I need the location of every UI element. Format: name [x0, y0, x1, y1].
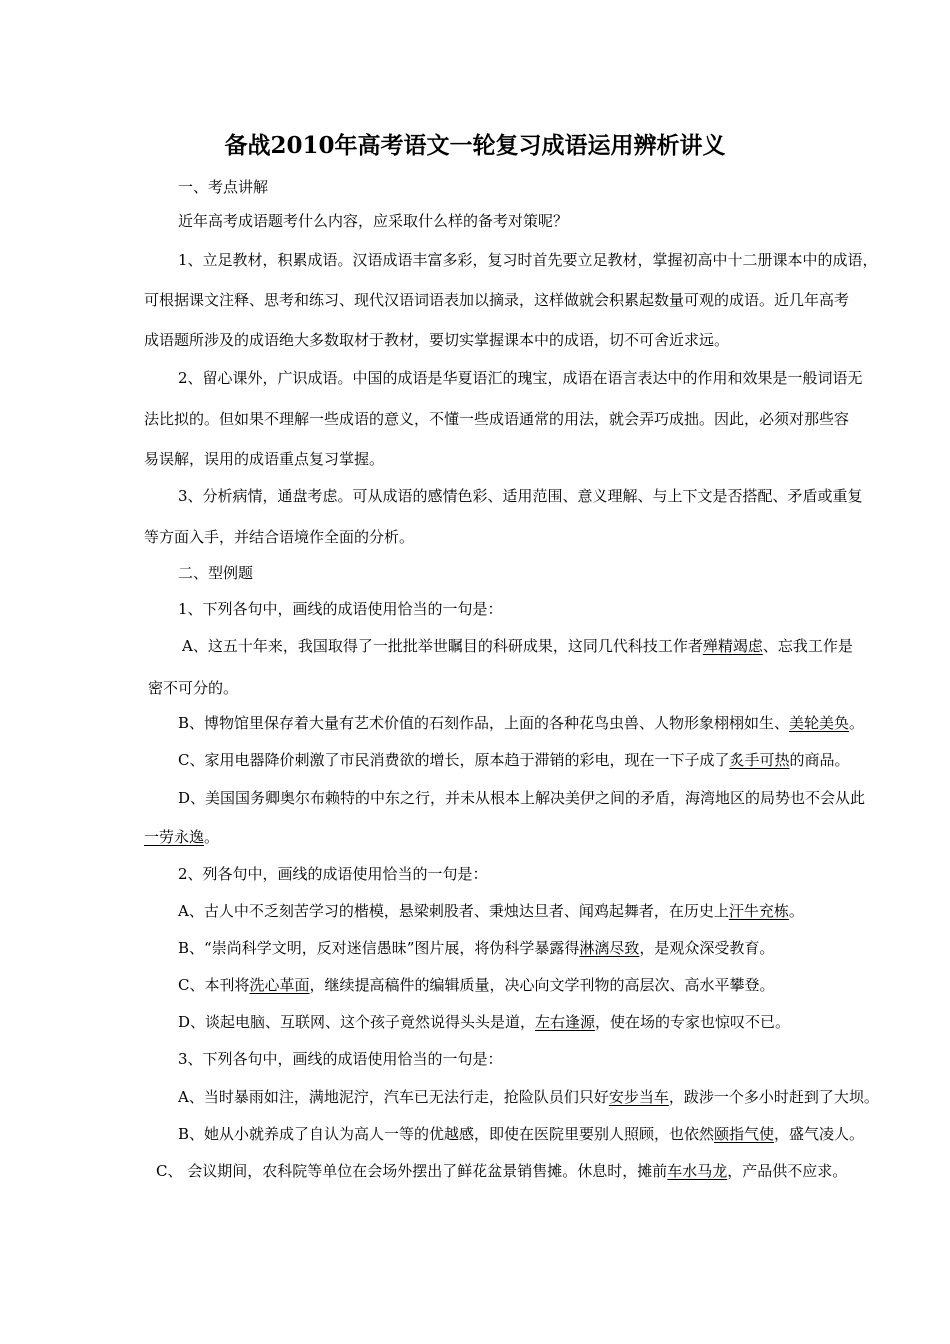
text: C、家用电器降价刺激了市民消费欲的增长，原本趋于滞销的彩电，现在一下子成了 — [178, 751, 730, 769]
paragraph-2-line-2: 法比拟的。但如果不理解一些成语的意义，不懂一些成语通常的用法，就会弄巧成拙。因此，必须对那些容 — [144, 410, 850, 428]
text: ，继续提高稿件的编辑质量，决心向文学刊物的高层次、高水平攀登。 — [309, 976, 775, 994]
section-heading-2: 二、型例题 — [178, 564, 254, 582]
paragraph-3-line-1: 3、分析病情，通盘考虑。可从成语的感情色彩、适用范围、意义理解、与上下文是否搭配、矛盾或重复 — [178, 487, 863, 505]
text: A、当时暴雨如注，满地泥泞，汽车已无法行走，抢险队员们只好 — [178, 1088, 609, 1106]
underlined-idiom: 左右逢源 — [535, 1013, 596, 1031]
paragraph-1-line-2: 可根据课文注释、思考和练习、现代汉语词语表加以摘录，这样做就会积累起数量可观的成语。近几年高考 — [144, 291, 850, 309]
underlined-idiom: 车水马龙 — [667, 1162, 728, 1180]
question-2-option-a — [178, 900, 804, 922]
question-1-option-a — [182, 635, 853, 657]
text: A、这五十年来，我国取得了一批批举世瞩目的科研成果，这同几代科技工作者 — [182, 637, 703, 655]
text: C、本刊将 — [178, 976, 250, 994]
text: C、 会议期间，农科院等单位在会场外摆出了鲜花盆景销售摊。休息时，摊前 — [156, 1162, 668, 1180]
question-2-option-c — [178, 974, 775, 996]
page-title: 备战2010年高考语文一轮复习成语运用辨析讲义 — [224, 132, 726, 159]
text: ，产品供不应求。 — [727, 1162, 848, 1180]
text: B、博物馆里保存着大量有艺术价值的石刻作品，上面的各种花鸟虫兽、人物形象栩栩如生、 — [178, 714, 790, 732]
text: 。 — [204, 828, 220, 846]
text: ，跋涉一个多小时赶到了大坝。 — [668, 1088, 879, 1106]
paragraph-1-line-3: 成语题所涉及的成语绝大多数取材于教材，要切实掌握课本中的成语，切不可舍近求远。 — [144, 331, 730, 349]
question-3-stem: 3、下列各句中，画线的成语使用恰当的一句是： — [178, 1050, 503, 1068]
underlined-idiom: 一劳永逸 — [144, 828, 205, 846]
paragraph-2-line-1: 2、留心课外，广识成语。中国的成语是华夏语汇的瑰宝，成语在语言表达中的作用和效果是一般词语无 — [178, 369, 863, 387]
text: B、她从小就养成了自认为高人一等的优越感，即使在医院里要别人照顾，也依然 — [178, 1125, 715, 1143]
paragraph-3-line-2: 等方面入手，并结合语境作全面的分析。 — [144, 528, 415, 546]
underlined-idiom: 殚精竭虑 — [702, 637, 763, 655]
paragraph-2-line-3: 易误解，误用的成语重点复习掌握。 — [144, 450, 385, 468]
question-3-option-b — [178, 1123, 864, 1145]
question-2-option-b — [178, 937, 774, 959]
text: 、忘我工作是 — [762, 637, 853, 655]
text: 。 — [849, 714, 865, 732]
text: ，使在场的专家也惊叹不已。 — [595, 1013, 791, 1031]
question-1-stem: 1、下列各句中，画线的成语使用恰当的一句是： — [178, 600, 503, 618]
underlined-idiom: 美轮美奂 — [789, 714, 850, 732]
question-1-option-a-cont: 密不可分的。 — [148, 679, 239, 697]
question-2-stem: 2、列各句中，画线的成语使用恰当的一句是： — [178, 865, 488, 883]
underlined-idiom: 汗牛充栋 — [728, 902, 789, 920]
question-3-option-a — [178, 1086, 879, 1108]
underlined-idiom: 淋漓尽致 — [579, 939, 640, 957]
question-1-option-c — [178, 749, 850, 771]
underlined-idiom: 洗心革面 — [249, 976, 310, 994]
underlined-idiom: 颐指气使 — [714, 1125, 775, 1143]
question-1-option-b — [178, 712, 864, 734]
text: ，盛气凌人。 — [774, 1125, 865, 1143]
underlined-idiom: 安步当车 — [608, 1088, 669, 1106]
question-3-option-c — [156, 1160, 847, 1182]
section-heading-1: 一、考点讲解 — [178, 178, 269, 196]
question-1-option-d: D、美国国务卿奥尔布赖特的中东之行，并未从根本上解决美伊之间的矛盾，海湾地区的局势也不会从此 — [178, 789, 866, 807]
underlined-idiom: 炙手可热 — [729, 751, 790, 769]
text: D、谈起电脑、互联网、这个孩子竟然说得头头是道， — [178, 1013, 536, 1031]
text: 。 — [788, 902, 804, 920]
question-1-option-d-cont — [144, 826, 219, 848]
intro-line: 近年高考成语题考什么内容，应采取什么样的备考对策呢？ — [178, 212, 569, 230]
text: A、古人中不乏刻苦学习的楷模，悬梁刺股者、秉烛达旦者、闻鸡起舞者，在历史上 — [178, 902, 729, 920]
text: ，是观众深受教育。 — [639, 939, 775, 957]
text: B、“崇尚科学文明，反对迷信愚昧”图片展，将伪科学暴露得 — [178, 939, 580, 957]
paragraph-1-line-1: 1、立足教材，积累成语。汉语成语丰富多彩，复习时首先要立足教材，掌握初高中十二册课本中的成语， — [178, 251, 878, 269]
question-2-option-d — [178, 1011, 790, 1033]
text: 的商品。 — [789, 751, 850, 769]
